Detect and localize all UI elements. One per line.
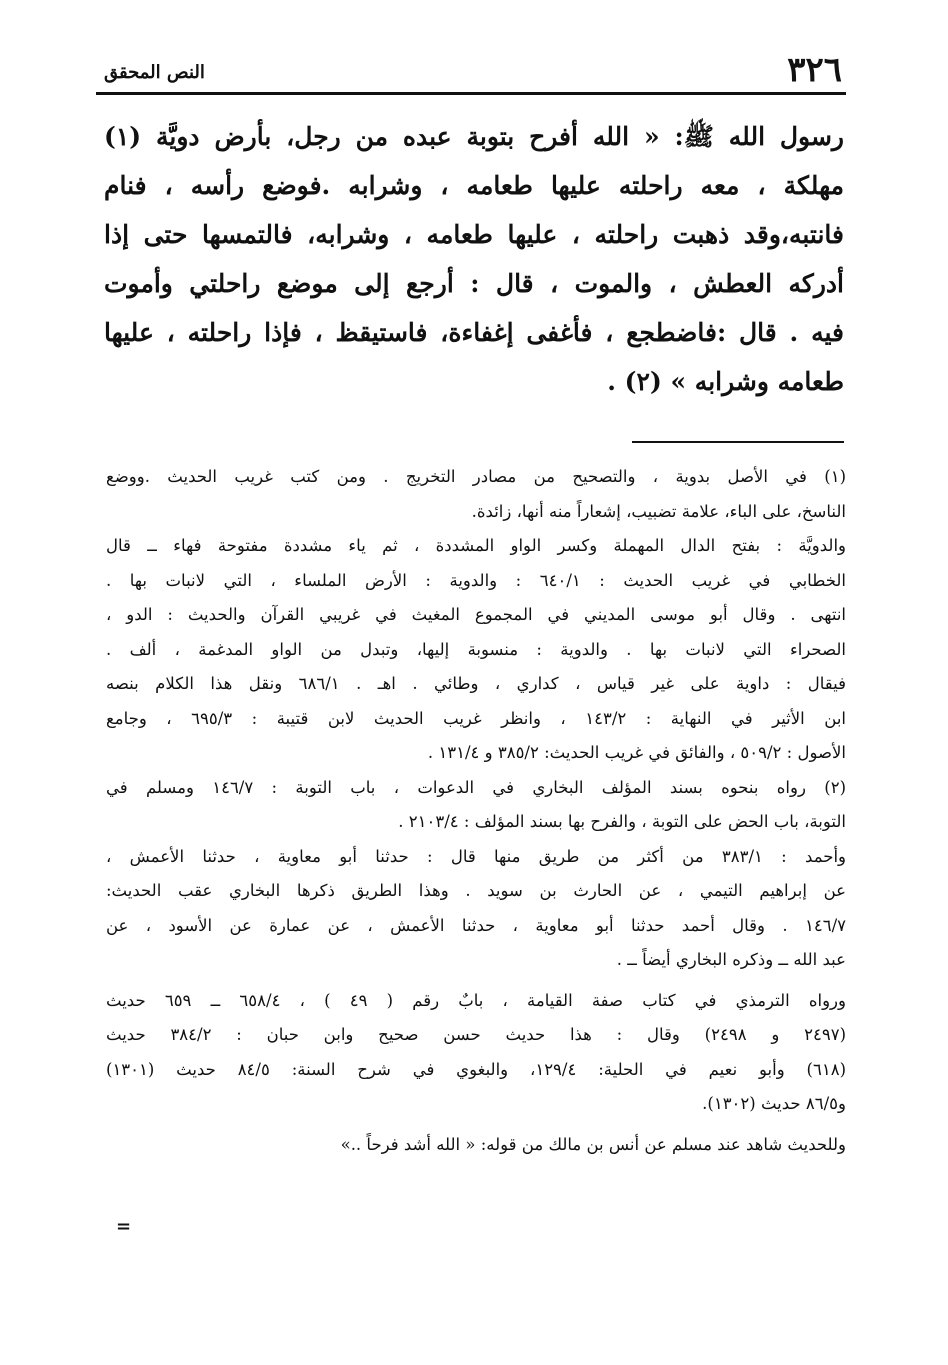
footnote-line: عبد الله ــ وذكره البخاري أيضاً ــ .: [616, 950, 846, 969]
footnote-separator: [632, 441, 844, 443]
footnote-line: (١) في الأصل بدوية ، والتصحيح من مصادر التخريج . ومن كتب غريب الحديث .ووضع: [106, 467, 846, 486]
main-text-line: طعامه وشرابه » (٢) .: [607, 367, 844, 396]
main-text-line: مهلكة ، معه راحلته عليها طعامه ، وشرابه .فوضع رأسه ، فنام: [104, 171, 844, 200]
footnote-line: (٦١٨) وأبو نعيم في الحلية: ١٢٩/٤، والبغوي في شرح السنة: ٨٤/٥ حديث (١٣٠١): [106, 1059, 846, 1079]
main-text-line: فانتبه،وقد ذهبت راحلته ، عليها طعامه ، وشرابه، فالتمسها حتى إذا: [104, 220, 844, 249]
footnotes: [106, 460, 846, 1162]
main-text-line: رسول الله ﷺ: « الله أفرح بتوبة عبده من رجل، بأرض دويَّة (١): [104, 122, 844, 151]
footnote-line: الأصول : ٥٠٩/٢ ، والفائق في غريب الحديث: ٣٨٥/٢ و ١٣١/٤ .: [427, 743, 846, 762]
continuation-mark: =: [116, 1216, 132, 1237]
page-number: ٣٢٦: [787, 50, 842, 90]
page-header: [96, 50, 846, 95]
footnote-line: (٢) رواه بنحوه بسند المؤلف البخاري في الدعوات ، باب التوبة : ١٤٦/٧ ومسلم في: [106, 777, 846, 797]
footnote-line: عن إبراهيم التيمي ، عن الحارث بن سويد . وهذا الطريق ذكرها البخاري عقب الحديث:: [106, 881, 846, 900]
footnote-line: و٨٦/٥ حديث (١٣٠٢).: [702, 1094, 846, 1113]
footnote-line: فيقال : داوية على غير قياس ، كداري ، وطائي . اهـ . ٦٨٦/١ ونقل هذا الكلام بنصه: [106, 674, 846, 693]
footnote-line: (٢٤٩٧ و ٢٤٩٨) وقال : هذا حديث حسن صحيح وابن حبان : ٣٨٤/٢ حديث: [106, 1025, 846, 1044]
footnote-line: ابن الأثير في النهاية : ١٤٣/٢ ، وانظر غريب الحديث لابن قتيبة : ٦٩٥/٣ ، وجامع: [106, 708, 846, 728]
footnote-line: الناسخ، على الباء، علامة تضبيب، إشعاراً منه أنها، زائدة.: [471, 501, 846, 521]
main-text-line: فيه . قال :فاضطجع ، فأغفى إغفاءة، فاستيقظ ، فإذا راحلته ، عليها: [104, 318, 844, 347]
footnote-line: التوبة، باب الحض على التوبة ، والفرح بها بسند المؤلف : ٢١٠٣/٤ .: [398, 812, 846, 831]
footnote-line: والدويَّة : بفتح الدال المهملة وكسر الواو المشددة ، ثم ياء مشددة مفتوحة فهاء ــ قال: [106, 536, 846, 555]
footnote-line: الصحراء التي لانبات بها . والدوية : منسوبة إليها، وتبدل من الواو المدغمة ، ألف .: [106, 639, 846, 659]
footnote-line: وأحمد : ٣٨٣/١ من أكثر من طريق منها قال : حدثنا أبو معاوية ، حدثنا الأعمش ،: [106, 846, 846, 866]
footnote-line: ١٤٦/٧ . وقال أحمد حدثنا أبو معاوية ، حدثنا الأعمش ، عن عمارة عن الأسود ، عن: [106, 915, 846, 935]
main-text: [104, 112, 844, 406]
main-text-line: أدركه العطش ، والموت ، قال : أرجع إلى موضع راحلتي وأموت: [104, 269, 844, 298]
footnote-line: انتهى . وقال أبو موسى المديني في المجموع المغيث في غريبي القرآن والحديث : الدو ،: [106, 605, 846, 624]
footnote-line: ورواه الترمذي في كتاب صفة القيامة ، بابٌ رقم ( ٤٩ ) ، ٦٥٨/٤ ــ ٦٥٩ حديث: [106, 990, 846, 1010]
running-title: النص المحقق: [104, 62, 205, 83]
footnote-line: وللحديث شاهد عند مسلم عن أنس بن مالك من قوله: « الله أشد فرحاً ..»: [340, 1134, 846, 1154]
footnote-line: الخطابي في غريب الحديث : ٦٤٠/١ : والدوية : الأرض الملساء ، التي لانبات بها .: [106, 570, 846, 590]
